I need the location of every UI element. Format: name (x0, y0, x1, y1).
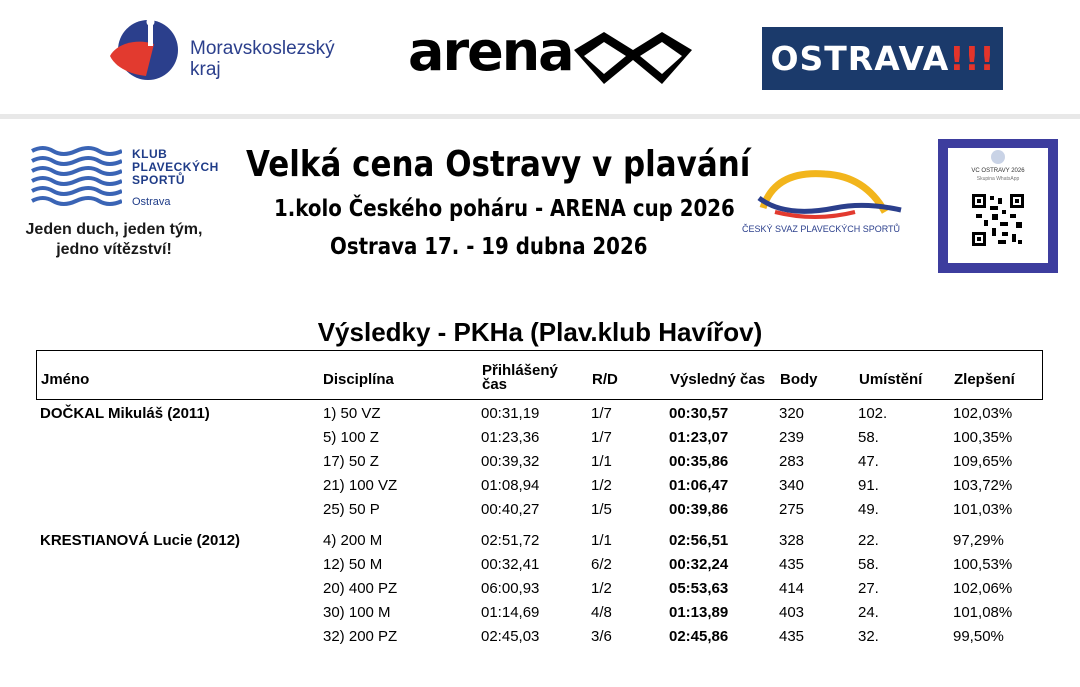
kps-club-city: Ostrava (132, 196, 171, 208)
cell-entry-time: 02:51,72 (481, 532, 540, 549)
table-row (0, 556, 1080, 580)
cell-discipline: 12) 50 M (323, 556, 383, 573)
cell-place: 22. (858, 532, 879, 549)
kraj-suffix: kraj (190, 59, 221, 80)
cell-heat-lane: 1/2 (591, 477, 612, 494)
cell-final-time: 00:35,86 (669, 453, 729, 470)
cell-final-time: 02:56,51 (669, 532, 729, 549)
cell-final-time: 05:53,63 (669, 580, 729, 597)
cell-points: 435 (779, 556, 805, 573)
ostrava-logo (762, 27, 1003, 90)
cell-discipline: 21) 100 VZ (323, 477, 398, 494)
qr-code-icon[interactable] (972, 194, 1024, 246)
cell-place: 27. (858, 580, 879, 597)
cell-improvement: 97,29% (953, 532, 1004, 549)
event-title: Velká cena Ostravy v plavání (246, 144, 751, 185)
col-name: Jméno (41, 371, 90, 388)
col-discipline: Disciplína (323, 371, 394, 388)
kps-name-line: PLAVECKÝCH (132, 160, 219, 174)
cell-improvement: 109,65% (953, 453, 1013, 470)
cell-final-time: 01:23,07 (669, 429, 729, 446)
arena-diamond-logo (574, 30, 692, 86)
slogan-line: Jeden duch, jeden tým, (25, 221, 203, 238)
cell-final-time: 02:45,86 (669, 628, 729, 645)
event-date: Ostrava 17. - 19 dubna 2026 (330, 234, 648, 260)
cell-place: 24. (858, 604, 879, 621)
cell-final-time: 00:30,57 (669, 405, 729, 422)
cell-discipline: 1) 50 VZ (323, 405, 381, 422)
swimmer-name: DOČKAL Mikuláš (2011) (40, 405, 210, 422)
table-row (0, 628, 1080, 652)
cell-heat-lane: 1/1 (591, 532, 612, 549)
table-row (0, 453, 1080, 477)
cell-heat-lane: 1/7 (591, 405, 612, 422)
kraj-wordmark (190, 38, 335, 80)
cell-points: 414 (779, 580, 805, 597)
cell-points: 275 (779, 501, 805, 518)
cell-place: 47. (858, 453, 879, 470)
cell-place: 49. (858, 501, 879, 518)
cell-points: 340 (779, 477, 805, 494)
cell-heat-lane: 3/6 (591, 628, 612, 645)
cell-entry-time: 02:45,03 (481, 628, 540, 645)
cell-points: 283 (779, 453, 805, 470)
cell-points: 328 (779, 532, 805, 549)
cell-final-time: 00:32,24 (669, 556, 729, 573)
col-entry-time (482, 364, 558, 392)
globe-icon (988, 148, 1008, 166)
cell-improvement: 101,03% (953, 501, 1013, 518)
cell-entry-time: 06:00,93 (481, 580, 540, 597)
cell-points: 435 (779, 628, 805, 645)
cell-discipline: 4) 200 M (323, 532, 383, 549)
table-row (0, 501, 1080, 525)
qr-title: VC OSTRAVY 2026 (971, 168, 1025, 174)
cell-entry-time: 00:39,32 (481, 453, 540, 470)
csps-swoosh-logo (755, 168, 905, 220)
cell-discipline: 25) 50 P (323, 501, 380, 518)
cell-place: 91. (858, 477, 879, 494)
cell-points: 239 (779, 429, 805, 446)
cell-improvement: 100,53% (953, 556, 1013, 573)
cell-improvement: 102,06% (953, 580, 1013, 597)
cell-discipline: 17) 50 Z (323, 453, 379, 470)
cell-entry-time: 01:08,94 (481, 477, 540, 494)
header-divider (0, 114, 1080, 119)
table-row (0, 405, 1080, 429)
cell-discipline: 30) 100 M (323, 604, 391, 621)
cell-improvement: 99,50% (953, 628, 1004, 645)
kraj-name: Moravskoslezský (190, 38, 335, 59)
col-heat-lane: R/D (592, 371, 618, 388)
cell-entry-time: 00:32,41 (481, 556, 540, 573)
cell-discipline: 32) 200 PZ (323, 628, 398, 645)
kps-name-line: SPORTŮ (132, 173, 186, 187)
ostrava-exclamation: !!! (949, 39, 995, 78)
table-row (0, 604, 1080, 628)
cell-heat-lane: 1/5 (591, 501, 612, 518)
cell-entry-time: 00:40,27 (481, 501, 540, 518)
col-final-time: Výsledný čas (670, 371, 766, 388)
slogan-line: jedno vítězství! (56, 241, 172, 258)
cell-points: 320 (779, 405, 805, 422)
csps-name: ČESKÝ SVAZ PLAVECKÝCH SPORTŮ (742, 224, 901, 234)
col-improvement: Zlepšení (954, 371, 1015, 388)
arena-wordmark: arena (408, 20, 573, 83)
cell-place: 58. (858, 429, 879, 446)
kps-club-name (132, 148, 219, 187)
cell-improvement: 101,08% (953, 604, 1013, 621)
table-row (0, 532, 1080, 556)
table-row (0, 580, 1080, 604)
cell-improvement: 100,35% (953, 429, 1013, 446)
cell-entry-time: 00:31,19 (481, 405, 540, 422)
cell-heat-lane: 1/7 (591, 429, 612, 446)
cell-final-time: 00:39,86 (669, 501, 729, 518)
col-entry-time-line1: Přihlášený (482, 362, 558, 379)
table-row (0, 429, 1080, 453)
cell-discipline: 20) 400 PZ (323, 580, 398, 597)
club-slogan (14, 220, 214, 260)
col-place: Umístění (859, 371, 923, 388)
table-row (0, 477, 1080, 501)
cell-place: 32. (858, 628, 879, 645)
cell-heat-lane: 6/2 (591, 556, 612, 573)
col-points: Body (780, 371, 818, 388)
col-entry-time-line2: čas (482, 376, 508, 393)
swimmer-name: KRESTIANOVÁ Lucie (2012) (40, 532, 241, 549)
kps-waves-logo (30, 145, 122, 207)
cell-entry-time: 01:23,36 (481, 429, 540, 446)
kps-name-line: KLUB (132, 147, 168, 161)
cell-entry-time: 01:14,69 (481, 604, 540, 621)
cell-final-time: 01:06,47 (669, 477, 729, 494)
cell-improvement: 102,03% (953, 405, 1013, 422)
cell-points: 403 (779, 604, 805, 621)
cell-improvement: 103,72% (953, 477, 1013, 494)
cell-place: 58. (858, 556, 879, 573)
results-title: Výsledky - PKHa (Plav.klub Havířov) (317, 317, 763, 347)
ostrava-word: OSTRAVA (770, 39, 950, 78)
cell-heat-lane: 4/8 (591, 604, 612, 621)
qr-subtitle: Skupina WhatsApp (976, 176, 1020, 182)
table-header (36, 350, 1043, 400)
cell-discipline: 5) 100 Z (323, 429, 379, 446)
cell-place: 102. (858, 405, 888, 422)
cell-final-time: 01:13,89 (669, 604, 729, 621)
event-subtitle: 1.kolo Českého poháru - ARENA cup 2026 (274, 196, 735, 222)
cell-heat-lane: 1/1 (591, 453, 612, 470)
cell-heat-lane: 1/2 (591, 580, 612, 597)
